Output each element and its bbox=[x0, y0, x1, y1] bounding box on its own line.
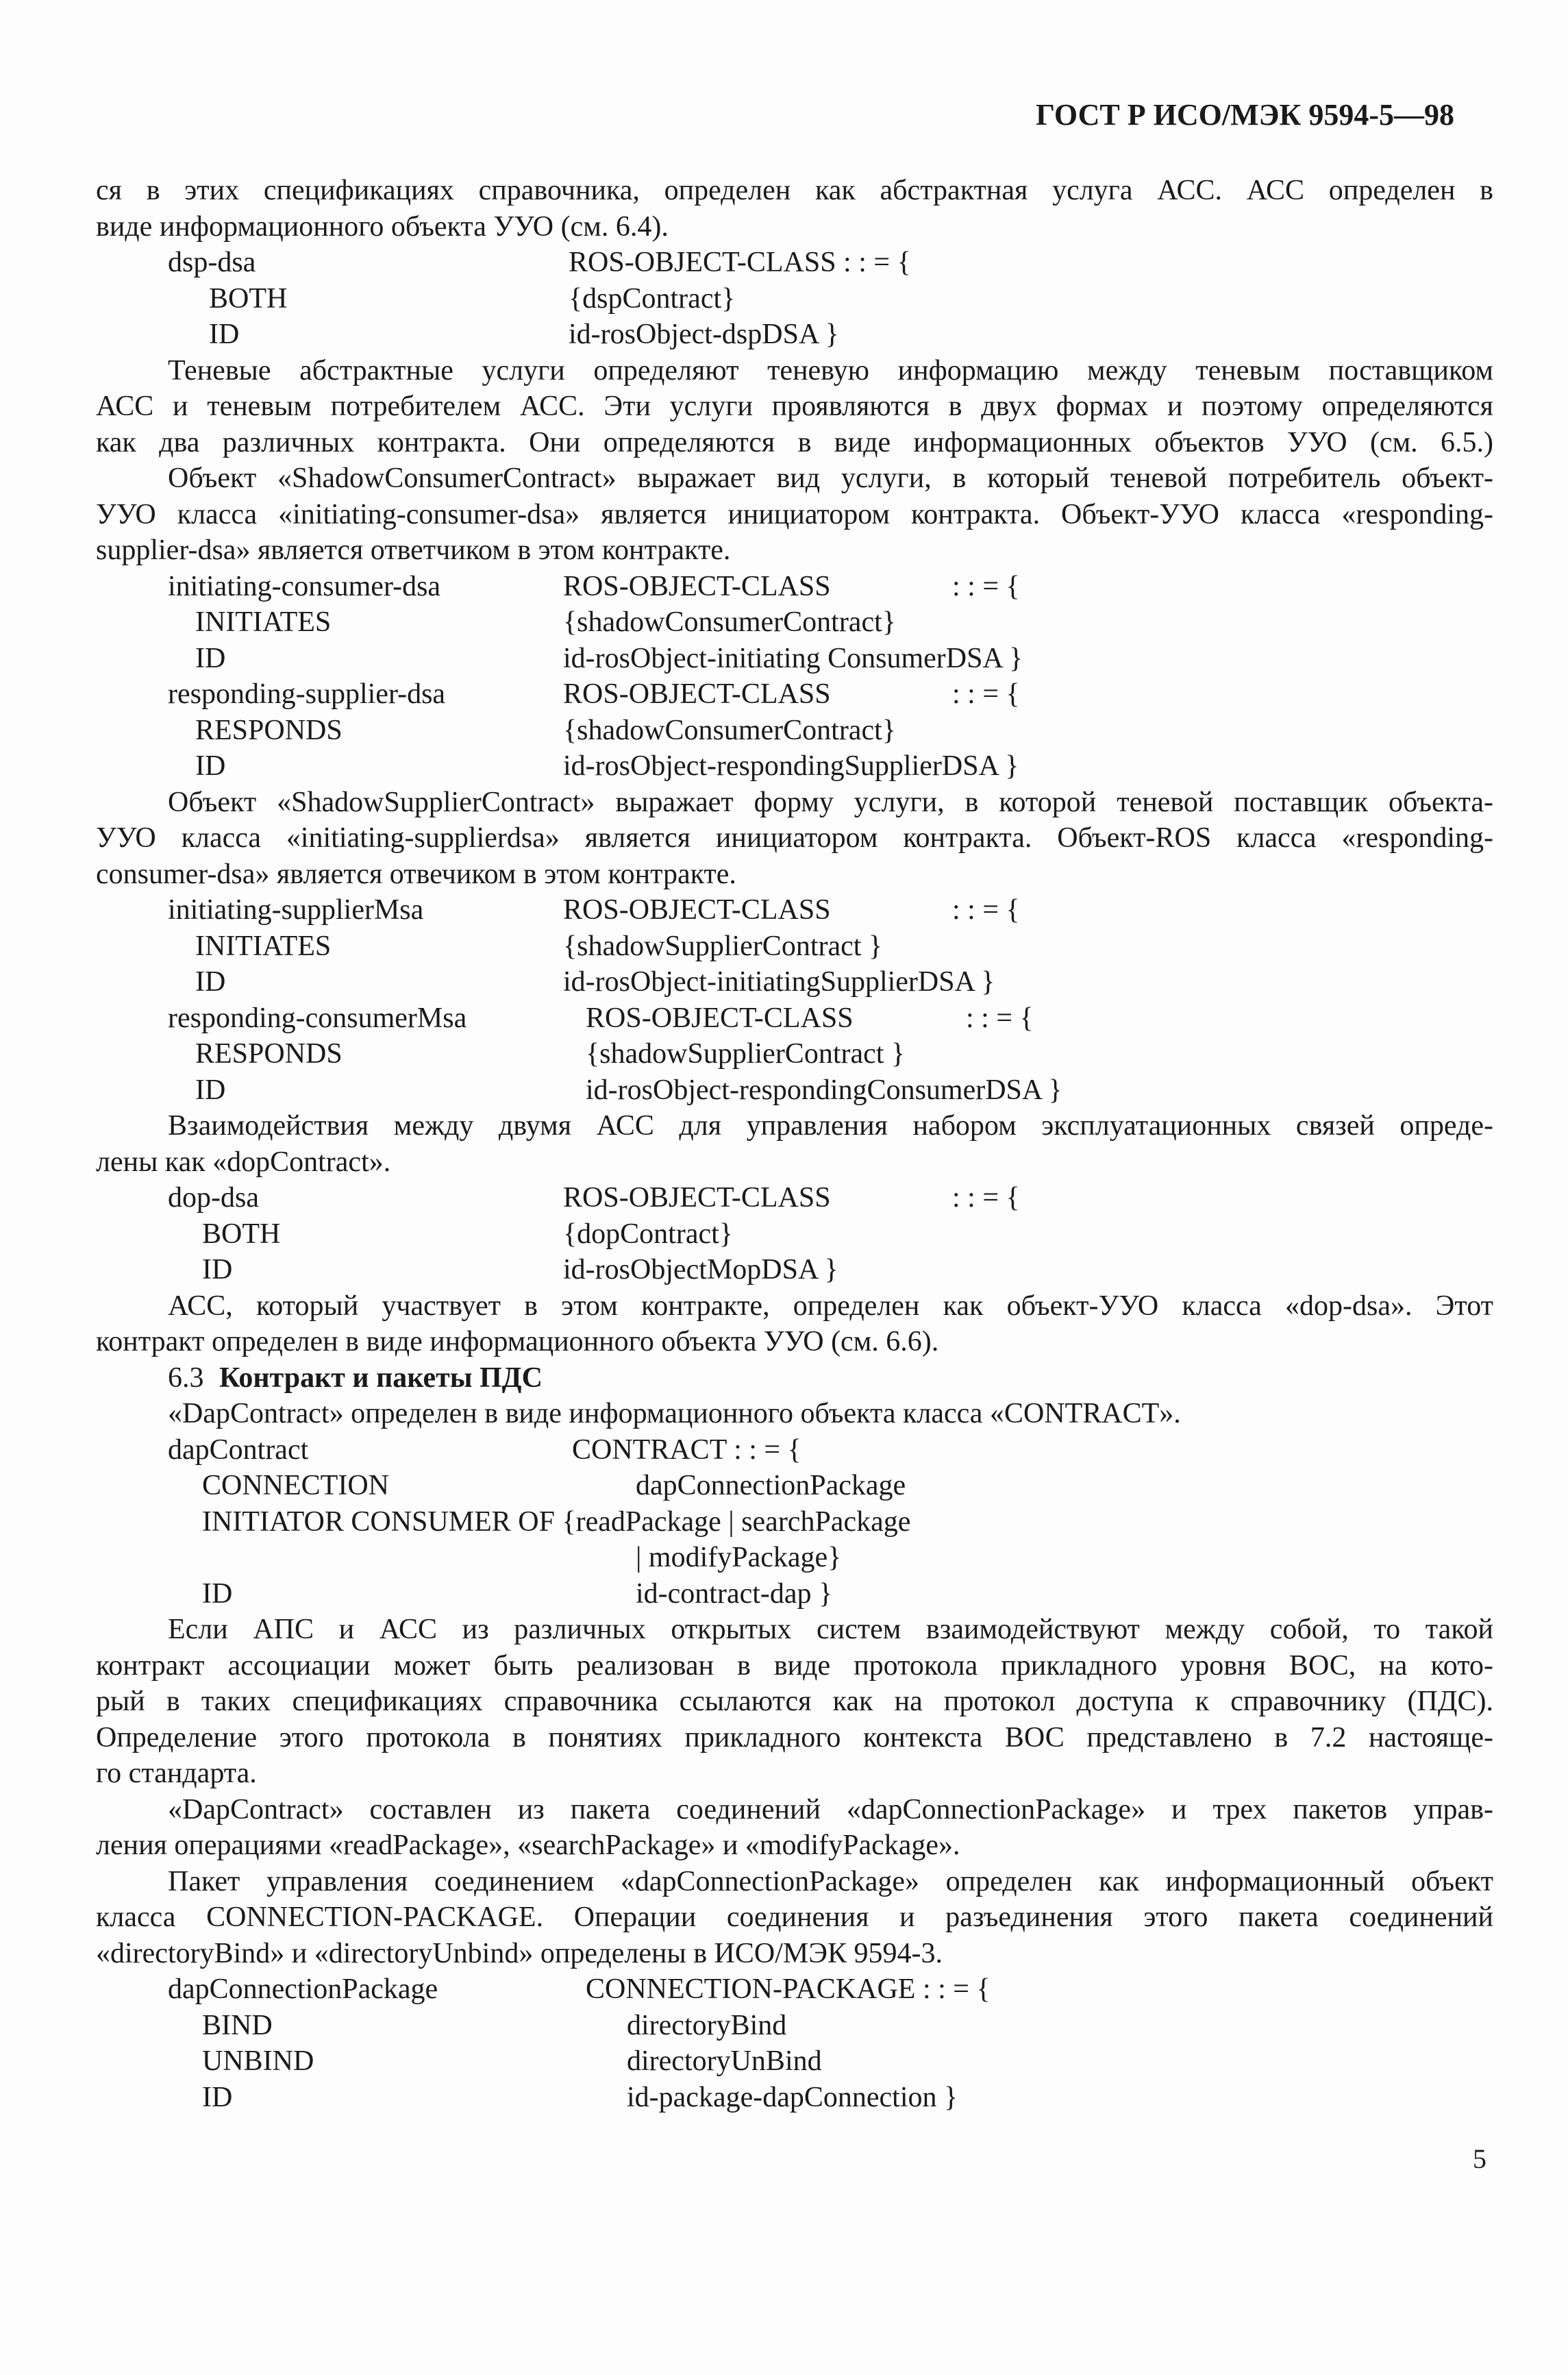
code-line-segment: id-package-dapConnection } bbox=[627, 2082, 958, 2113]
text-line: лены как «dopContract». bbox=[96, 1146, 391, 1178]
text-line: ся в этих спецификациях справочника, определен как абстрактная услуга АСС. АСС определен в bbox=[96, 175, 1493, 206]
code-line-segment: id-rosObject-respondingConsumerDSA } bbox=[586, 1074, 1062, 1106]
text-line: рый в таких спецификациях справочника ссылаются как на протокол доступа к справочнику (ПДС). bbox=[96, 1686, 1493, 1717]
text-line: «DapContract» составлен из пакета соединений «dapConnectionPackage» и трех пакетов управ- bbox=[168, 1794, 1493, 1825]
text-line: «directoryBind» и «directoryUnbind» определены в ИСО/МЭК 9594-3. bbox=[96, 1938, 943, 1969]
text-line: Взаимодействия между двумя АСС для управления набором эксплуатационных связей опреде- bbox=[168, 1110, 1493, 1142]
code-line-segment: CONNECTION bbox=[202, 1470, 389, 1501]
code-line-segment: dapConnectionPackage bbox=[168, 1973, 438, 2005]
code-line-segment: {shadowSupplierContract } bbox=[563, 931, 883, 962]
code-line-segment: dsp-dsa bbox=[168, 247, 256, 278]
code-line-segment: ROS-OBJECT-CLASS bbox=[563, 678, 831, 710]
code-line-segment: ROS-OBJECT-CLASS bbox=[563, 894, 831, 926]
text-line: Если АПС и АСС из различных открытых систем взаимодействуют между собой, то такой bbox=[168, 1614, 1493, 1645]
code-line-segment: 6.3 bbox=[168, 1362, 211, 1394]
code-line-segment: BOTH bbox=[209, 283, 288, 315]
code-line-segment: ID bbox=[195, 1074, 226, 1106]
code-line-segment: ID bbox=[209, 319, 240, 350]
text-line: виде информационного объекта УУО (см. 6.4). bbox=[96, 211, 669, 243]
text-line: АСС и теневым потребителем АСС. Эти услуги проявляются в двух формах и поэтому определяются bbox=[96, 391, 1493, 422]
code-line-segment: ID bbox=[202, 1578, 233, 1610]
code-line-segment: : : = { bbox=[966, 1002, 1034, 1034]
text-line: «DapContract» определен в виде информационного объекта класса «CONTRACT». bbox=[168, 1398, 1181, 1429]
code-line-segment: id-rosObject-initiatingSupplierDSA } bbox=[563, 966, 995, 998]
running-header: ГОСТ Р ИСО/МЭК 9594-5—98 bbox=[1036, 98, 1455, 132]
text-line: Объект «ShadowSupplierContract» выражает форму услуги, в которой теневой поставщик объекта- bbox=[168, 787, 1493, 818]
text-line: consumer-dsa» является отвечиком в этом контракте. bbox=[96, 859, 736, 890]
text-line: УУО класса «initiating-consumer-dsa» является инициатором контракта. Объект-УУО класса «responding- bbox=[96, 499, 1493, 530]
code-line-segment: {shadowSupplierContract } bbox=[586, 1038, 906, 1070]
text-line: | modifyPackage} bbox=[636, 1542, 842, 1573]
code-line-segment: : : = { bbox=[952, 678, 1020, 710]
code-line-segment: initiating-supplierMsa bbox=[168, 894, 424, 926]
text-line: контракт определен в виде информационного объекта УУО (см. 6.6). bbox=[96, 1326, 939, 1357]
code-line-segment: ROS-OBJECT-CLASS bbox=[563, 1182, 831, 1214]
code-line-segment: ID bbox=[202, 2082, 233, 2113]
text-line: УУО класса «initiating-supplierdsa» является инициатором контракта. Объект-ROS класса «responding- bbox=[96, 822, 1493, 854]
text-line: го стандарта. bbox=[96, 1758, 257, 1789]
text-line: INITIATOR CONSUMER OF {readPackage | searchPackage bbox=[202, 1506, 911, 1538]
code-line-segment: CONNECTION-PACKAGE : : = { bbox=[586, 1973, 991, 2005]
code-line-segment: ID bbox=[195, 750, 226, 782]
code-line-segment: : : = { bbox=[952, 1182, 1020, 1214]
code-line-segment: ROS-OBJECT-CLASS bbox=[563, 571, 831, 602]
text-line: Объект «ShadowConsumerContract» выражает вид услуги, в который теневой потребитель объект- bbox=[168, 463, 1493, 494]
code-line-segment: id-rosObjectMopDSA } bbox=[563, 1254, 838, 1285]
code-line-segment: responding-supplier-dsa bbox=[168, 678, 446, 710]
code-line-segment: {shadowConsumerContract} bbox=[563, 715, 896, 746]
text-line: как два различных контракта. Они определяются в виде информационных объектов УУО (см. 6.5.) bbox=[96, 427, 1493, 458]
code-line-segment: RESPONDS bbox=[195, 715, 343, 746]
text-line: Теневые абстрактные услуги определяют теневую информацию между теневым поставщиком bbox=[168, 355, 1493, 386]
text-line: ления операциями «readPackage», «searchPackage» и «modifyPackage». bbox=[96, 1830, 960, 1861]
code-line-segment: {dspContract} bbox=[569, 283, 736, 315]
code-line-segment: dapConnectionPackage bbox=[636, 1470, 906, 1501]
code-line-segment: CONTRACT : : = { bbox=[572, 1434, 801, 1466]
text-line: supplier-dsa» является ответчиком в этом контракте. bbox=[96, 534, 731, 566]
code-line-segment: {dopContract} bbox=[563, 1218, 733, 1250]
code-line-segment: ID bbox=[202, 1254, 233, 1285]
code-line-segment: : : = { bbox=[952, 571, 1020, 602]
code-line-segment: id-rosObject-initiating ConsumerDSA } bbox=[563, 643, 1023, 674]
text-line: АСС, который участвует в этом контракте, определен как объект-УУО класса «dop-dsa». Этот bbox=[168, 1290, 1493, 1322]
page-number: 5 bbox=[1473, 2143, 1486, 2174]
text-line: Определение этого протокола в понятиях прикладного контекста ВОС представлено в 7.2 настояще- bbox=[96, 1722, 1493, 1753]
code-line-segment: directoryUnBind bbox=[627, 2045, 822, 2077]
code-line-segment: INITIATES bbox=[195, 931, 332, 962]
code-line-segment: dop-dsa bbox=[168, 1182, 259, 1214]
code-line-segment: ID bbox=[195, 966, 226, 998]
text-line: Пакет управления соединением «dapConnectionPackage» определен как информационный объект bbox=[168, 1866, 1493, 1897]
text-line: класса CONNECTION-PACKAGE. Операции соединения и разъединения этого пакета соединений bbox=[96, 1902, 1493, 1933]
code-line-segment: directoryBind bbox=[627, 2010, 787, 2041]
code-line-segment: RESPONDS bbox=[195, 1038, 343, 1070]
code-line-segment: id-rosObject-dspDSA } bbox=[569, 319, 839, 350]
code-line-segment: {shadowConsumerContract} bbox=[563, 606, 896, 638]
code-line-segment: : : = { bbox=[952, 894, 1020, 926]
code-line-segment: BOTH bbox=[202, 1218, 281, 1250]
code-line-segment: Контракт и пакеты ПДС bbox=[219, 1362, 543, 1394]
text-line: контракт ассоциации может быть реализован в виде протокола прикладного уровня ВОС, на кото- bbox=[96, 1650, 1493, 1682]
code-line-segment: id-contract-dap } bbox=[636, 1578, 833, 1610]
code-line-segment: id-rosObject-respondingSupplierDSA } bbox=[563, 750, 1019, 782]
code-line-segment: initiating-consumer-dsa bbox=[168, 571, 441, 602]
code-line-segment: dapContract bbox=[168, 1434, 309, 1466]
code-line-segment: ROS-OBJECT-CLASS bbox=[586, 1002, 854, 1034]
code-line-segment: ID bbox=[195, 643, 226, 674]
code-line-segment: responding-consumerMsa bbox=[168, 1002, 467, 1034]
code-line-segment: ROS-OBJECT-CLASS : : = { bbox=[569, 247, 911, 278]
code-line-segment: BIND bbox=[202, 2010, 273, 2041]
code-line-segment: INITIATES bbox=[195, 606, 332, 638]
code-line-segment: UNBIND bbox=[202, 2045, 314, 2077]
